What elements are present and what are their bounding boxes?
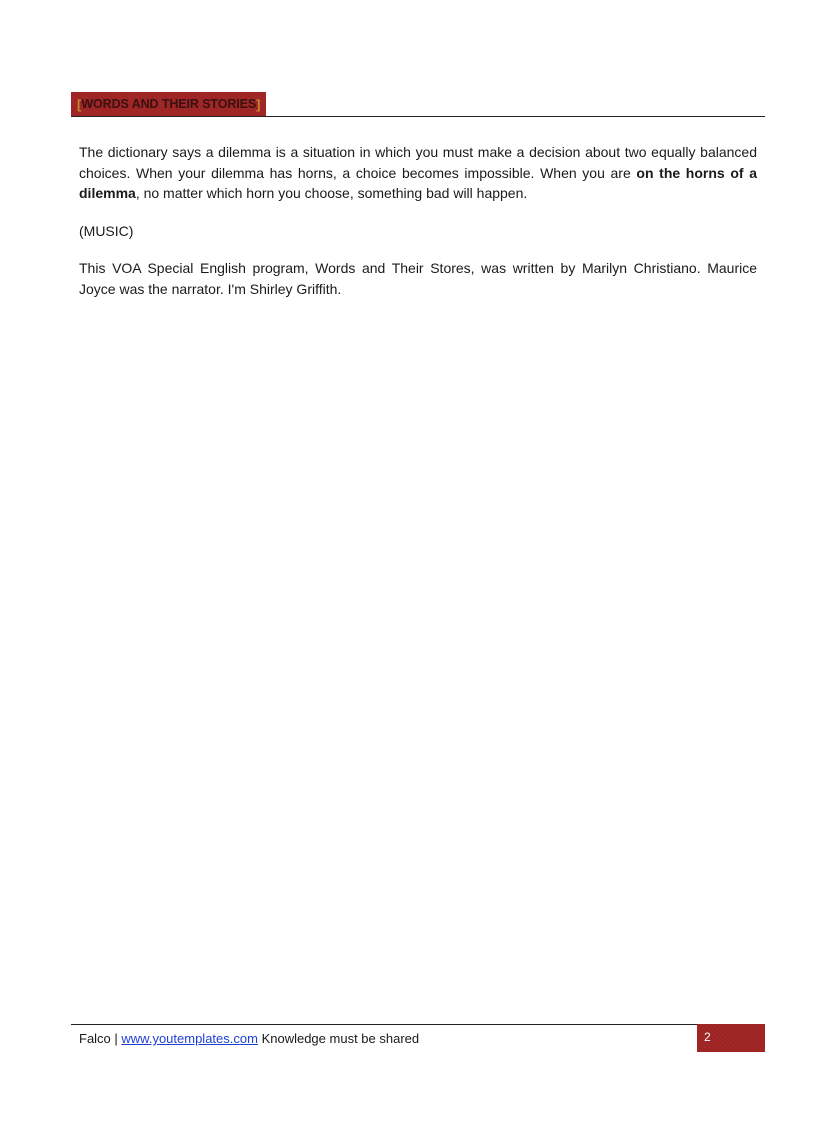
document-body (79, 142, 757, 316)
footer-link[interactable]: www.youtemplates.com (121, 1031, 258, 1046)
paragraph-dilemma-definition (79, 142, 757, 204)
section-title: WORDS AND THEIR STORIES (81, 97, 257, 111)
footer (79, 1030, 419, 1048)
section-header-tab (71, 92, 266, 116)
footer-divider (71, 1024, 697, 1025)
idiom-bold-text: on the horns of a dilemma (79, 164, 757, 201)
footer-author: Falco | (79, 1031, 122, 1046)
header-divider (71, 116, 765, 117)
header-bracket-open: [ (77, 96, 82, 112)
page-number-box (697, 1024, 765, 1052)
music-cue: (MUSIC) (79, 222, 134, 239)
footer-tagline: Knowledge must be shared (257, 1031, 420, 1046)
page-number: 2 (704, 1030, 711, 1044)
paragraph-credits: This VOA Special English program, Words and Their Stores, was written by Marilyn Christiano. Maurice Joyce was the narrator. I'm Shirley Griffith. (79, 260, 757, 297)
paragraph-text-end: , no matter which horn you choose, something bad will happen. (135, 185, 528, 201)
header-bracket-close: ] (256, 96, 261, 112)
paragraph-text: The dictionary says a dilemma is a situation in which you must make a decision about two equally balanced choices. When your dilemma has horns, a choice becomes impossible. When you are (79, 144, 757, 181)
